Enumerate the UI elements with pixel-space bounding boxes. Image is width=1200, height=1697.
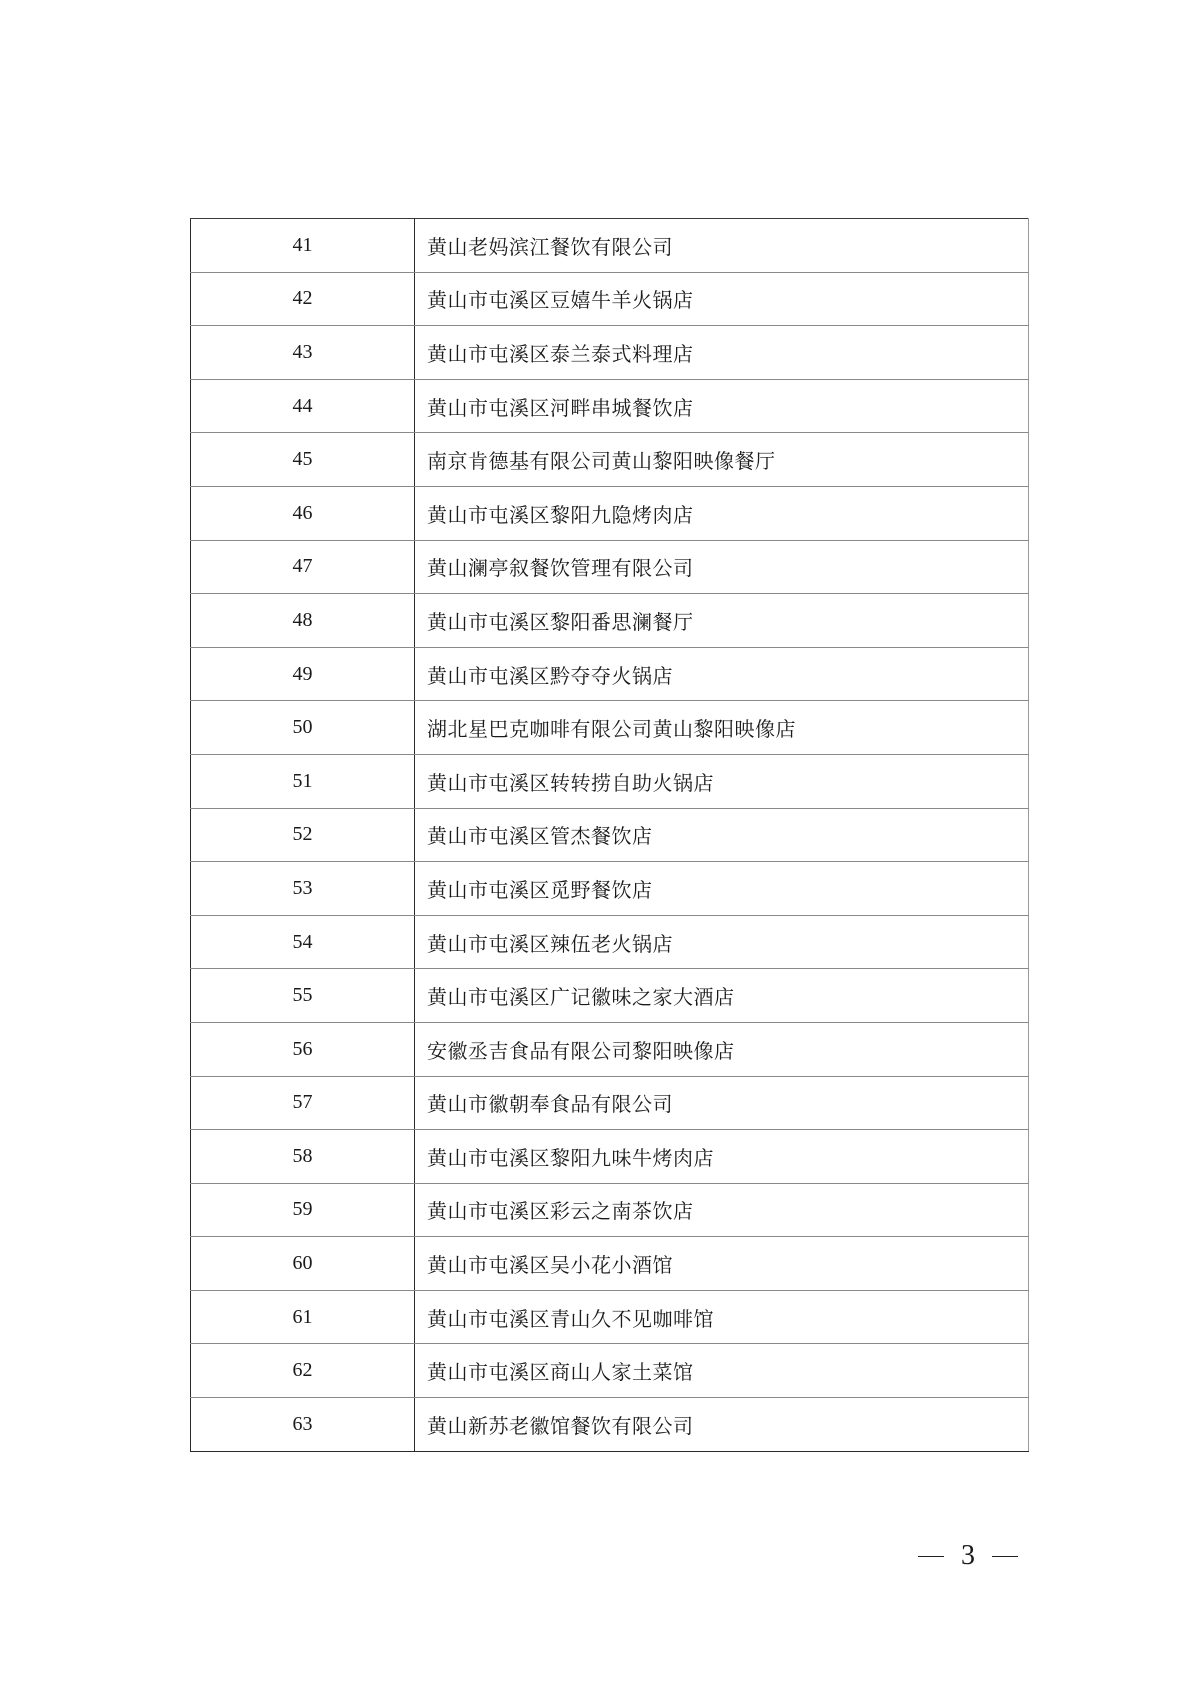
table-row [191,433,1029,487]
row-number: 63 [191,1398,415,1452]
row-number: 43 [191,326,415,380]
business-name: 黄山市屯溪区豆嬉牛羊火锅店 [415,272,1029,326]
table-row [191,486,1029,540]
table-body [191,219,1029,1452]
table-row [191,540,1029,594]
page-number-right-dash [992,1556,1018,1557]
business-name: 黄山市屯溪区黔夺夺火锅店 [415,647,1029,701]
table-row [191,272,1029,326]
table-row [191,1022,1029,1076]
row-number: 45 [191,433,415,487]
table-row [191,219,1029,273]
table-row [191,862,1029,916]
table-row [191,754,1029,808]
page-number-left-dash [918,1556,944,1557]
table-row [191,379,1029,433]
business-name: 黄山市屯溪区觅野餐饮店 [415,862,1029,916]
table-row [191,1130,1029,1184]
business-name: 黄山老妈滨江餐饮有限公司 [415,219,1029,273]
table-row [191,647,1029,701]
row-number: 61 [191,1290,415,1344]
business-list-table [190,218,1029,1452]
row-number: 44 [191,379,415,433]
business-name: 黄山新苏老徽馆餐饮有限公司 [415,1398,1029,1452]
business-name: 黄山市屯溪区黎阳番思澜餐厅 [415,594,1029,648]
business-name: 黄山市屯溪区辣伍老火锅店 [415,915,1029,969]
table-row [191,969,1029,1023]
business-name: 黄山市屯溪区河畔串城餐饮店 [415,379,1029,433]
business-name: 黄山市屯溪区黎阳九味牛烤肉店 [415,1130,1029,1184]
row-number: 52 [191,808,415,862]
table-row [191,326,1029,380]
table-row [191,1398,1029,1452]
table-row [191,1290,1029,1344]
row-number: 57 [191,1076,415,1130]
business-name: 黄山市屯溪区青山久不见咖啡馆 [415,1290,1029,1344]
table-row [191,701,1029,755]
table-row [191,1237,1029,1291]
table-row [191,1076,1029,1130]
row-number: 60 [191,1237,415,1291]
row-number: 48 [191,594,415,648]
row-number: 47 [191,540,415,594]
row-number: 55 [191,969,415,1023]
table-row [191,1344,1029,1398]
row-number: 58 [191,1130,415,1184]
row-number: 49 [191,647,415,701]
business-name: 黄山市屯溪区广记徽味之家大酒店 [415,969,1029,1023]
business-name: 黄山市徽朝奉食品有限公司 [415,1076,1029,1130]
business-name: 黄山市屯溪区泰兰泰式料理店 [415,326,1029,380]
row-number: 62 [191,1344,415,1398]
business-name: 湖北星巴克咖啡有限公司黄山黎阳映像店 [415,701,1029,755]
business-name: 黄山澜亭叙餐饮管理有限公司 [415,540,1029,594]
row-number: 59 [191,1183,415,1237]
table-row [191,808,1029,862]
business-name: 黄山市屯溪区转转捞自助火锅店 [415,754,1029,808]
business-name: 南京肯德基有限公司黄山黎阳映像餐厅 [415,433,1029,487]
row-number: 41 [191,219,415,273]
page-number-value: 3 [961,1540,975,1571]
business-name: 黄山市屯溪区黎阳九隐烤肉店 [415,486,1029,540]
row-number: 54 [191,915,415,969]
business-name: 黄山市屯溪区商山人家土菜馆 [415,1344,1029,1398]
table-row [191,1183,1029,1237]
row-number: 50 [191,701,415,755]
business-name: 安徽丞吉食品有限公司黎阳映像店 [415,1022,1029,1076]
row-number: 56 [191,1022,415,1076]
business-name: 黄山市屯溪区管杰餐饮店 [415,808,1029,862]
row-number: 53 [191,862,415,916]
table-row [191,594,1029,648]
business-name: 黄山市屯溪区彩云之南茶饮店 [415,1183,1029,1237]
row-number: 42 [191,272,415,326]
row-number: 51 [191,754,415,808]
page-number [918,1540,1018,1572]
table-row [191,915,1029,969]
business-name: 黄山市屯溪区吴小花小酒馆 [415,1237,1029,1291]
row-number: 46 [191,486,415,540]
